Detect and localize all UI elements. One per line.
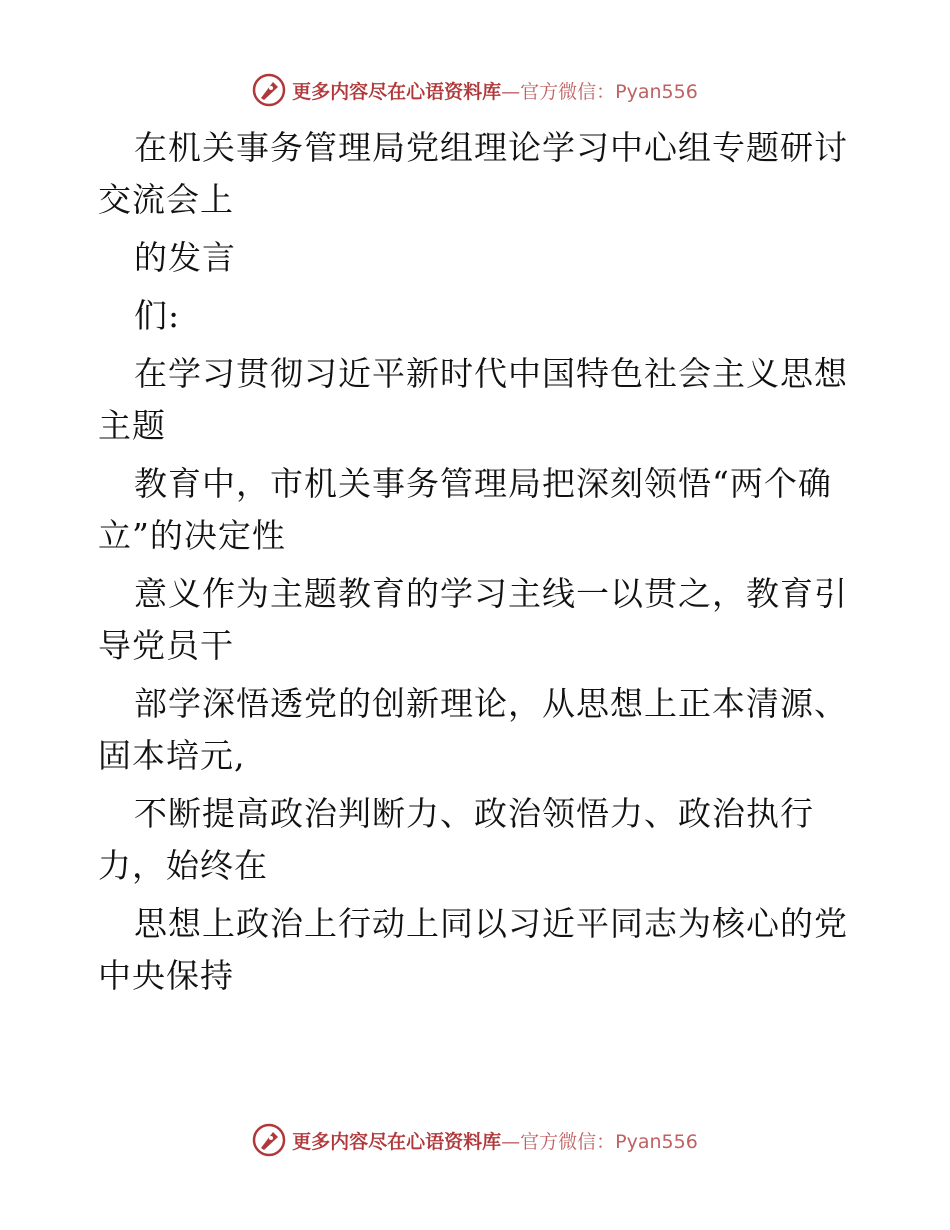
watermark-text: [292, 77, 698, 104]
text-line: 在学习贯彻习近平新时代中国特色社会主义思想: [134, 354, 848, 393]
pen-nib-logo-icon: [252, 73, 286, 107]
text-line: 在机关事务管理局党组理论学习中心组专题研讨: [134, 128, 848, 167]
text-line: 部学深悟透党的创新理论，从思想上正本清源、: [134, 684, 848, 723]
watermark-text: [292, 1127, 698, 1154]
document-body: [98, 122, 858, 1002]
text-line: 导党员干: [98, 626, 234, 665]
text-line: 中央保持: [98, 956, 234, 995]
text-line: 交流会上: [98, 180, 234, 219]
text-line: 的发言: [134, 238, 236, 277]
watermark-contact: —官方微信：Pyan556: [501, 80, 698, 103]
text-line: 固本培元,: [98, 736, 246, 775]
header-watermark: [0, 70, 950, 110]
text-line: 立”的决定性: [98, 516, 286, 555]
text-line: 主题: [98, 406, 166, 445]
text-line: 不断提高政治判断力、政治领悟力、政治执行: [134, 794, 814, 833]
watermark-brand: 更多内容尽在心语资料库: [292, 1130, 502, 1153]
watermark-brand: 更多内容尽在心语资料库: [292, 80, 502, 103]
text-line: 们:: [134, 296, 181, 335]
text-line: 意义作为主题教育的学习主线一以贯之，教育引: [134, 574, 848, 613]
watermark-contact: —官方微信：Pyan556: [501, 1130, 698, 1153]
pen-nib-logo-icon: [252, 1123, 286, 1157]
text-line: 力，始终在: [98, 846, 268, 885]
footer-watermark: [0, 1120, 950, 1160]
text-line: 思想上政治上行动上同以习近平同志为核心的党: [134, 904, 848, 943]
text-line: 教育中，市机关事务管理局把深刻领悟“两个确: [134, 464, 832, 503]
